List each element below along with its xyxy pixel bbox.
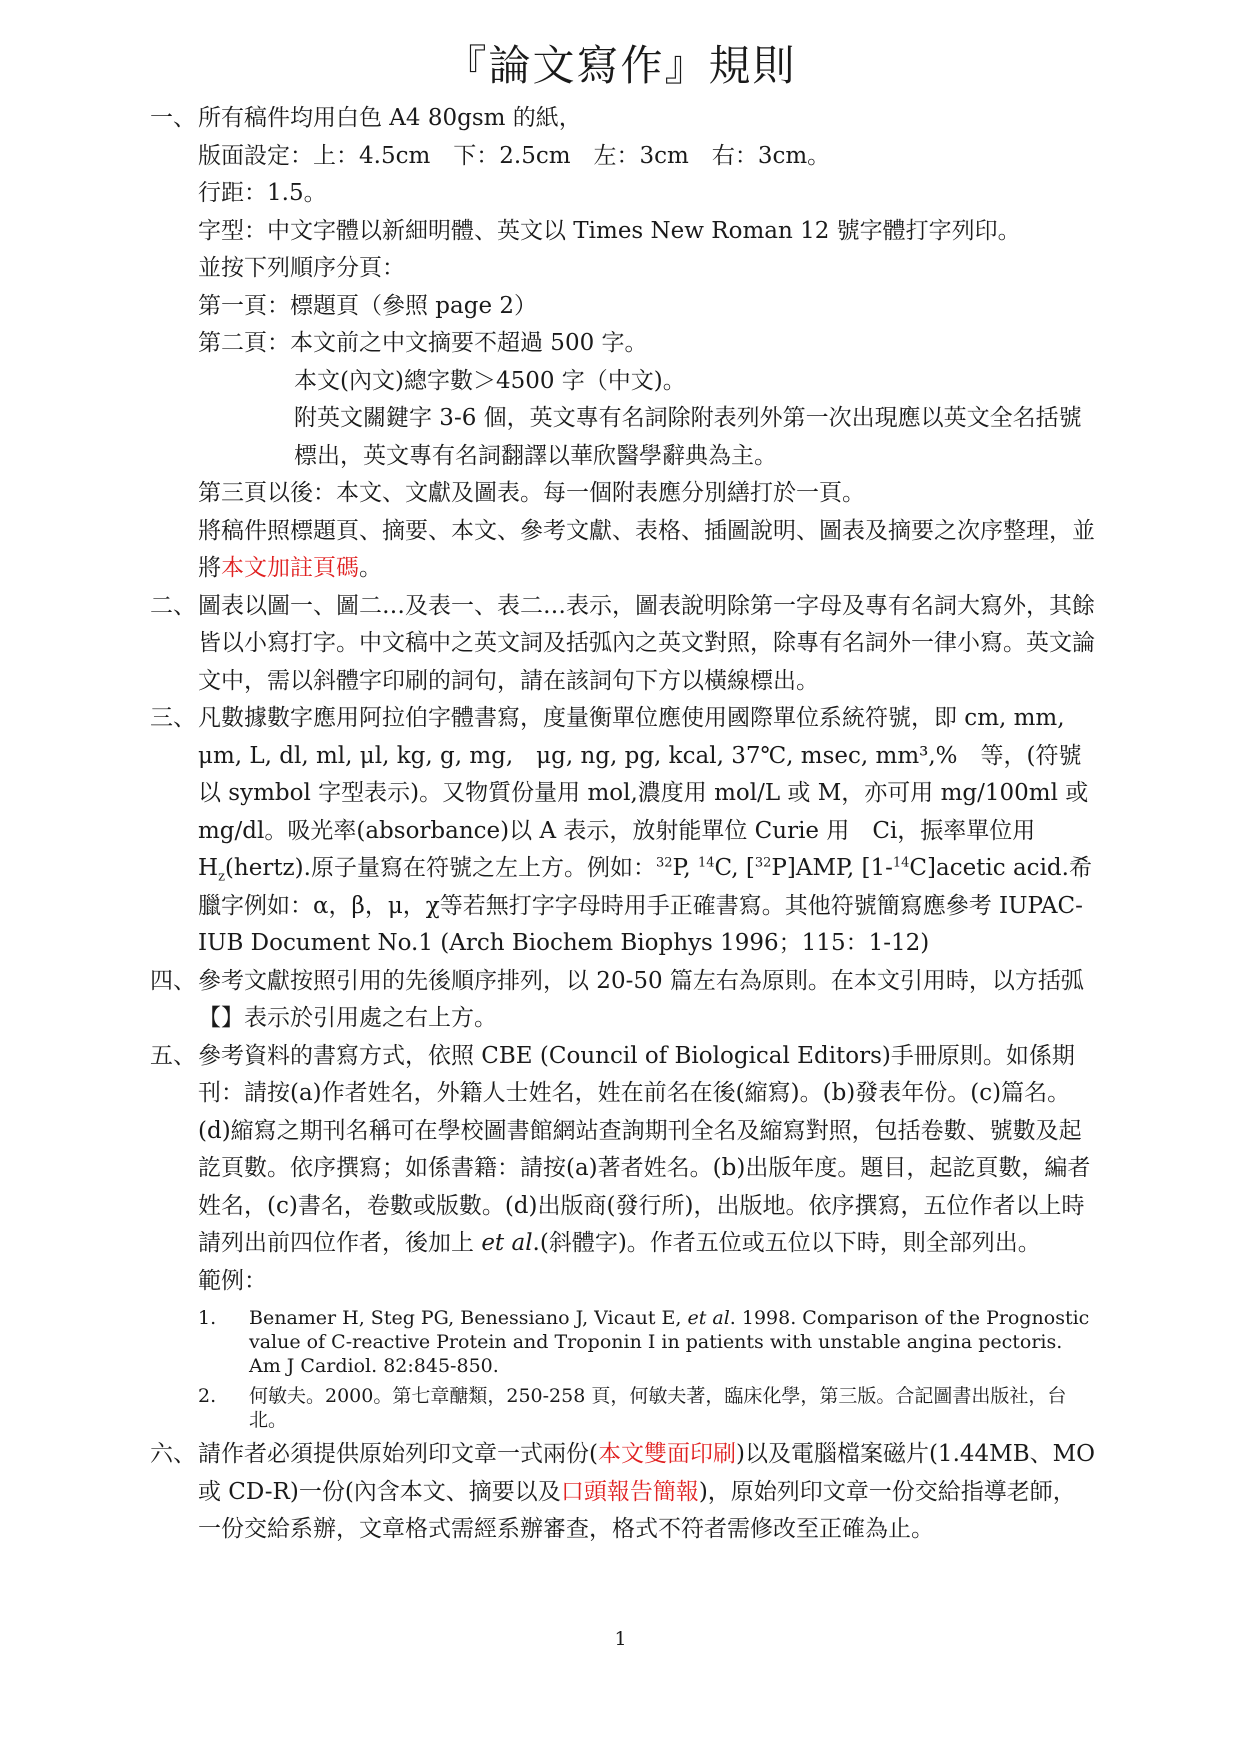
superscript: 32 <box>655 855 673 871</box>
highlight-text: 本文加註頁碼 <box>221 555 359 581</box>
superscript: 14 <box>892 855 910 871</box>
text-run: C, [ <box>714 855 755 881</box>
reference-number: 1. <box>198 1307 217 1329</box>
text-run: 請作者必須提供原始列印文章一式兩份( <box>198 1441 598 1467</box>
text-run: (hertz).原子量寫在符號之左上方。例如： <box>224 855 656 881</box>
text-run: Benamer H, Steg PG, Benessiano J, Vicaut E, <box>249 1307 688 1329</box>
paragraph: 圖表以圖一、圖二…及表一、表二…表示，圖表說明除第一字母及專有名詞大寫外，其餘皆以小寫打字。中文稿中之英文詞及括弧內之英文對照，除專有名詞外一律小寫。英文論文中，需以斜體字印刷的詞句，請在該詞句下方以橫線標出。 <box>198 592 1095 694</box>
italic-text: et al <box>481 1230 533 1256</box>
text-run: )，原始列印文章一份交給指導老師，一份交給系辦，文章格式需經系辦審查，格式不符者需修改至正確為止。 <box>198 1478 1076 1542</box>
superscript: 14 <box>697 855 715 871</box>
superscript: 32 <box>754 855 772 871</box>
text-run: C]acetic acid.希臘字例如：α，β，μ，χ等若無打字字母時用手正確書寫。其他符號簡寫應參考 IUPAC-IUB Document No.1 (Arch Biochem Biophys 1996；115：1-12) <box>198 855 1092 956</box>
italic-text: et al <box>687 1307 730 1329</box>
paragraph: 第一頁：標題頁（參照 page 2） <box>198 292 538 319</box>
paragraph: 第三頁以後：本文、文獻及圖表。每一個附表應分別繕打於一頁。 <box>198 480 865 506</box>
section-number: 一、 <box>150 105 196 131</box>
text-run: 將稿件照標題頁、摘要、本文、參考文獻、表格、插圖說明、圖表及摘要之次序整理，並將 <box>198 517 1095 581</box>
section-5 <box>150 1038 1098 1301</box>
text-run: 凡數據數字應用阿拉伯字體書寫，度量衡單位應使用國際單位系統符號，即 cm, mm, μm, L, dl, ml, μl, kg, g, mg, μg, ng, pg, kcal, 37℃, msec, mm³,% 等，(符號以 symbol 字型表示)。又物質份量用 mol,濃度用 mol/L 或 M，亦可用 mg/100ml 或 mg/dl。吸光率(absorbance)以 A 表示，放射能單位 Curie 用 Ci，振率單位用 H <box>198 705 1089 881</box>
paragraph <box>198 700 1098 963</box>
highlight-text: 口頭報告簡報 <box>560 1478 699 1505</box>
page-title: 『論文寫作』規則 <box>444 41 797 90</box>
paragraph: 並按下列順序分頁： <box>198 255 405 281</box>
reference-item <box>150 1384 1098 1432</box>
section-number: 三、 <box>150 705 196 731</box>
text-run: 何敏夫。2000。第七章醣類，250-258 頁，何敏夫著，臨床化學，第三版。合記圖書出版社，台北。 <box>249 1385 1067 1431</box>
section-3 <box>150 700 1098 963</box>
section-2 <box>150 588 1098 701</box>
section-1 <box>150 100 1098 588</box>
example-label: 範例： <box>198 1267 267 1294</box>
text-run: P]AMP, [1- <box>771 855 893 881</box>
section-6 <box>150 1436 1098 1549</box>
section-number: 二、 <box>150 592 196 619</box>
section-number: 五、 <box>150 1042 196 1069</box>
section-number: 六、 <box>150 1441 196 1467</box>
reference-number: 2. <box>198 1385 217 1407</box>
text-run: P, <box>672 855 698 881</box>
paragraph <box>198 1436 1098 1549</box>
text-run: 。 <box>359 555 382 581</box>
text-run: . 1998. Comparison of the Prognostic value of C-reactive Protein and Troponin I in patients with unstable angina pectoris. Am J Cardiol. 82:845-850. <box>249 1307 1090 1377</box>
text-run: 參考資料的書寫方式，依照 CBE (Council of Biological Editors)手冊原則。如係期刊：請按(a)作者姓名，外籍人士姓名，姓在前名在後(縮寫)。(b)發表年份。(c)篇名。(d)縮寫之期刊名稱可在學校圖書館網站查詢期刊全名及縮寫對照，包括卷數、號數及起訖頁數。依序撰寫；如係書籍：請按(a)著者姓名。(b)出版年度。題目，起訖頁數，編者姓名，(c)書名，卷數或版數。(d)出版商(發行所)，出版地。依序撰寫，五位作者以上時請列出前四位作者，後加上 <box>198 1042 1091 1256</box>
highlight-text: 本文雙面印刷 <box>597 1441 736 1467</box>
paragraph: 本文(內文)總字數＞4500 字（中文)。 <box>294 367 686 394</box>
reference-item <box>150 1306 1098 1378</box>
paragraph: 行距：1.5。 <box>198 180 327 206</box>
paragraph: 第二頁：本文前之中文摘要不超過 500 字。 <box>198 330 648 356</box>
section-number: 四、 <box>150 967 196 994</box>
page-number: 1 <box>614 1628 627 1650</box>
paragraph: 所有稿件均用白色 A4 80gsm 的紙， <box>198 105 582 131</box>
paragraph: 版面設定：上：4.5cm 下：2.5cm 左：3cm 右：3cm。 <box>198 142 831 169</box>
paragraph: 參考文獻按照引用的先後順序排列，以 20-50 篇左右為原則。在本文引用時，以方括弧【】表示於引用處之右上方。 <box>198 967 1084 1031</box>
paragraph: 字型：中文字體以新細明體、英文以 Times New Roman 12 號字體打字列印。 <box>198 217 1021 244</box>
text-run: )以及電腦檔案磁片(1.44MB、MO 或 CD-R)一份(內含本文、摘要以及 <box>198 1441 1095 1505</box>
paragraph <box>198 513 1098 588</box>
subscript: z <box>218 869 225 885</box>
paragraph <box>198 1038 1098 1263</box>
text-run: .(斜體字)。作者五位或五位以下時，則全部列出。 <box>532 1230 1041 1256</box>
paragraph: 附英文關鍵字 3-6 個，英文專有名詞除附表列外第一次出現應以英文全名括號標出，英文專有名詞翻譯以華欣醫學辭典為主。 <box>294 405 1082 469</box>
section-4 <box>150 963 1098 1038</box>
document-body <box>150 100 1098 1549</box>
